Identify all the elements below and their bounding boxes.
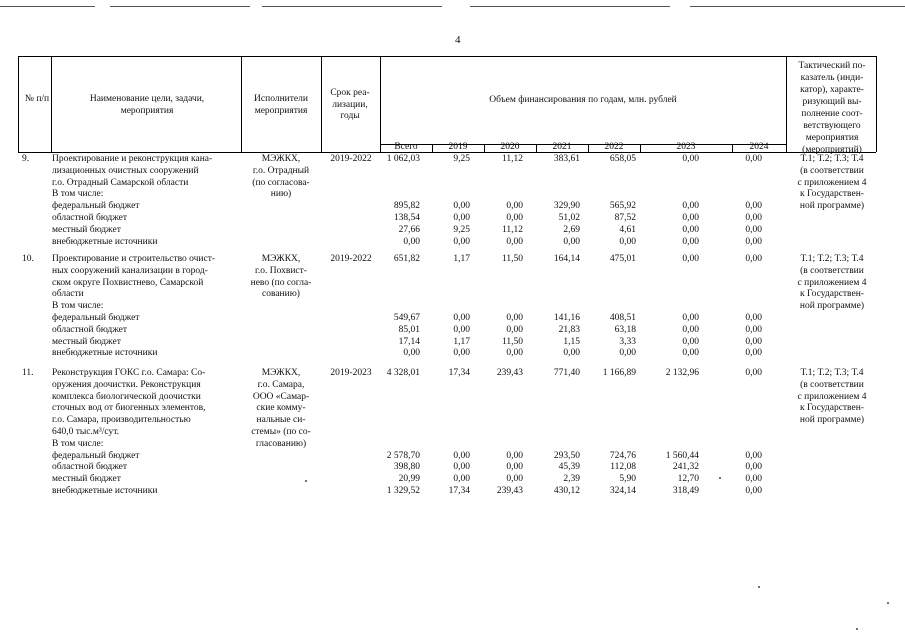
sub-row-value: 0,00 xyxy=(682,236,699,247)
row-executor-line: г.о. Отрадный xyxy=(252,165,310,176)
row-total-value: 164,14 xyxy=(553,254,580,264)
sub-row-value: 11,50 xyxy=(501,336,523,347)
sub-row-value: 408,51 xyxy=(609,313,636,323)
row-indicator-line: с приложением 4 xyxy=(797,277,867,288)
sub-row-value: 0,00 xyxy=(453,213,470,223)
scan-speck xyxy=(758,586,760,588)
top-border-fragment xyxy=(110,6,250,7)
sub-row-value: 0,00 xyxy=(506,324,523,335)
header-column-rule xyxy=(51,56,52,152)
sub-row-value: 0,00 xyxy=(506,236,523,247)
row-indicator-line: к Государствен- xyxy=(800,289,864,300)
sub-row-label: областной бюджет xyxy=(52,324,128,335)
row-indicator-line: Т.1; Т.2; Т.3; Т.4 xyxy=(800,368,864,378)
sub-row-value: 0,00 xyxy=(682,313,699,323)
sub-row-value: 141,16 xyxy=(553,313,580,323)
row-name-line: комплекса биологической доочистки xyxy=(52,391,201,402)
sub-row-value: 0,00 xyxy=(453,201,470,212)
sub-row-label: местный бюджет xyxy=(52,336,121,347)
row-indicator-line: ной программе) xyxy=(799,301,865,312)
row-total-value: 17,34 xyxy=(448,368,470,378)
sub-row-label: местный бюджет xyxy=(52,224,121,235)
header-year-cell: 2024 xyxy=(749,142,769,152)
sub-row-label: федеральный бюджет xyxy=(52,450,140,461)
row-indicator-line: Т.1; Т.2; Т.3; Т.4 xyxy=(800,254,864,264)
sub-row-value: 0,00 xyxy=(745,324,762,335)
sub-row-value: 0,00 xyxy=(619,348,636,359)
sub-row-value: 0,00 xyxy=(682,224,699,235)
row-executor-line: нево (по согла- xyxy=(250,277,312,288)
row-indicator-line: ной программе) xyxy=(799,201,865,212)
top-border-fragment xyxy=(262,6,442,7)
row-total-value: 771,40 xyxy=(553,368,580,378)
header-column-rule xyxy=(321,56,322,152)
row-indicator-line: к Государствен- xyxy=(800,189,864,200)
row-name-line: сточных вод от биогенных элементов, xyxy=(52,403,206,414)
row-number: 11. xyxy=(22,368,34,378)
row-executor-line: стемы» (по со- xyxy=(251,427,311,437)
row-name-line: г.о. Самара, производительностью xyxy=(52,415,191,426)
row-total-value: 0,00 xyxy=(745,154,762,164)
scan-speck xyxy=(887,602,889,604)
row-executor-line: гласованию) xyxy=(255,438,307,449)
sub-row-value: 0,00 xyxy=(619,236,636,247)
sub-row-value: 20,99 xyxy=(398,474,420,485)
sub-row-value: 3,33 xyxy=(619,336,636,347)
header-name: Наименование цели, задачи, мероприятия xyxy=(89,94,205,116)
top-border-fragment xyxy=(0,6,95,7)
sub-row-value: 0,00 xyxy=(506,348,523,359)
header-year-cell: 2023 xyxy=(676,142,696,152)
sub-row-value: 45,39 xyxy=(558,462,580,473)
sub-row-value: 0,00 xyxy=(453,462,470,473)
sub-row-value: 4,61 xyxy=(619,224,636,235)
sub-row-value: 0,00 xyxy=(682,324,699,335)
row-total-value: 239,43 xyxy=(496,368,523,378)
sub-row-value: 0,00 xyxy=(506,201,523,212)
sub-row-value: 329,90 xyxy=(553,201,580,212)
sub-row-value: 724,76 xyxy=(609,450,636,461)
row-executor-line: МЭЖКХ, xyxy=(261,254,301,264)
row-total-value: 383,61 xyxy=(553,154,580,164)
row-total-value: 1,17 xyxy=(453,254,470,264)
row-indicator-line: (в соответствии xyxy=(800,379,864,390)
sub-row-value: 51,02 xyxy=(558,213,580,223)
scan-speck xyxy=(305,480,307,482)
row-total-value: 1 166,89 xyxy=(602,368,636,378)
row-term: 2019-2022 xyxy=(330,154,372,164)
sub-row-label: внебюджетные источники xyxy=(52,348,158,359)
sub-row-value: 0,00 xyxy=(453,313,470,323)
sub-row-value: 1 329,52 xyxy=(386,486,420,496)
sub-row-value: 565,92 xyxy=(609,201,636,212)
sub-row-value: 27,66 xyxy=(398,224,420,235)
row-executor-line: (по согласова- xyxy=(252,177,310,188)
sub-row-value: 17,34 xyxy=(448,486,470,496)
sub-row-label: местный бюджет xyxy=(52,474,121,485)
sub-row-value: 0,00 xyxy=(506,462,523,473)
sub-row-value: 0,00 xyxy=(453,348,470,359)
row-indicator-line: к Государствен- xyxy=(800,403,864,414)
row-total-value: 475,01 xyxy=(609,254,636,264)
row-name-line: лизационных очистных сооружений xyxy=(52,165,199,176)
row-indicator-line: Т.1; Т.2; Т.3; Т.4 xyxy=(800,154,864,164)
row-name-line: В том числе: xyxy=(52,438,104,449)
sub-row-value: 138,54 xyxy=(393,213,420,223)
header-num: № п/п xyxy=(24,94,50,104)
row-name-line: 640,0 тыс.м³/сут. xyxy=(52,427,120,437)
sub-row-value: 2 578,70 xyxy=(386,450,420,461)
sub-row-value: 0,00 xyxy=(745,313,762,323)
header-column-rule xyxy=(241,56,242,152)
row-number: 9. xyxy=(22,154,30,164)
sub-row-value: 0,00 xyxy=(745,348,762,359)
row-name-line: Проектирование и реконструкция кана- xyxy=(52,154,213,164)
header-year-cell: 2019 xyxy=(448,142,468,152)
sub-row-value: 0,00 xyxy=(506,474,523,485)
sub-row-value: 0,00 xyxy=(745,462,762,473)
sub-row-value: 0,00 xyxy=(453,450,470,461)
sub-row-value: 2,69 xyxy=(563,224,580,235)
sub-row-value: 0,00 xyxy=(506,213,523,223)
sub-row-value: 0,00 xyxy=(745,224,762,235)
row-total-value: 651,82 xyxy=(393,254,420,264)
sub-row-value: 1,17 xyxy=(453,336,470,347)
sub-row-value: 11,12 xyxy=(501,224,523,235)
sub-row-value: 0,00 xyxy=(453,324,470,335)
row-executor-line: МЭЖКХ, xyxy=(261,368,301,378)
sub-row-value: 9,25 xyxy=(453,224,470,235)
row-indicator-line: с приложением 4 xyxy=(797,391,867,402)
top-border-fragment xyxy=(690,6,905,7)
row-indicator-line: (в соответствии xyxy=(800,165,864,176)
row-indicator-line: ной программе) xyxy=(799,415,865,426)
sub-row-value: 0,00 xyxy=(682,213,699,223)
row-name-line: Проектирование и строительство очист- xyxy=(52,254,216,264)
row-total-value: 4 328,01 xyxy=(386,368,420,378)
sub-row-value: 2,39 xyxy=(563,474,580,485)
sub-row-value: 0,00 xyxy=(745,336,762,347)
row-name-line: ных сооружений канализации в город- xyxy=(52,265,208,276)
sub-row-value: 0,00 xyxy=(563,348,580,359)
sub-row-value: 0,00 xyxy=(453,236,470,247)
row-total-value: 0,00 xyxy=(745,254,762,264)
header-indicator: Тактический по-казатель (инди-катор), характе-ризующий вы-полнение соот-ветствующего мероприятия (мероприятий) xyxy=(798,61,866,155)
sub-row-value: 0,00 xyxy=(745,450,762,461)
sub-row-value: 1,15 xyxy=(563,336,580,347)
sub-row-value: 0,00 xyxy=(506,450,523,461)
sub-row-value: 5,90 xyxy=(619,474,636,485)
row-term: 2019-2022 xyxy=(330,254,372,264)
sub-row-label: внебюджетные источники xyxy=(52,486,158,496)
row-name-line: В том числе: xyxy=(52,301,104,312)
sub-row-label: федеральный бюджет xyxy=(52,201,140,212)
row-total-value: 11,12 xyxy=(501,154,523,164)
sub-row-value: 324,14 xyxy=(609,486,636,496)
row-total-value: 0,00 xyxy=(682,254,699,264)
scan-speck xyxy=(719,477,721,479)
sub-row-label: областной бюджет xyxy=(52,462,128,473)
header-funding: Объем финансирования по годам, млн. рублей xyxy=(489,95,677,105)
row-total-value: 0,00 xyxy=(745,368,762,378)
row-total-value: 9,25 xyxy=(453,154,470,164)
sub-row-value: 0,00 xyxy=(745,213,762,223)
sub-row-value: 239,43 xyxy=(496,486,523,496)
row-name-line: В том числе: xyxy=(52,189,104,200)
row-executor-line: нальные си- xyxy=(256,415,306,426)
row-executor-line: ООО «Самар- xyxy=(252,391,310,402)
sub-row-value: 85,01 xyxy=(398,324,420,335)
sub-row-value: 1 560,44 xyxy=(665,450,699,461)
header-year-cell: 2020 xyxy=(500,142,520,152)
sub-row-value: 0,00 xyxy=(506,313,523,323)
sub-row-value: 318,49 xyxy=(672,486,699,496)
row-total-value: 2 132,96 xyxy=(665,368,699,378)
header-executors: Исполнители мероприятия xyxy=(254,94,308,116)
header-column-rule xyxy=(18,56,19,152)
row-total-value: 11,50 xyxy=(501,254,523,264)
sub-row-value: 0,00 xyxy=(745,474,762,485)
header-year-cell: 2021 xyxy=(552,142,572,152)
header-year-cell: 2022 xyxy=(604,142,624,152)
sub-row-value: 0,00 xyxy=(403,348,420,359)
sub-row-value: 0,00 xyxy=(403,236,420,247)
sub-row-value: 63,18 xyxy=(614,324,636,335)
sub-row-value: 12,70 xyxy=(677,474,699,485)
sub-row-label: областной бюджет xyxy=(52,213,128,223)
row-indicator-line: (в соответствии xyxy=(800,265,864,276)
sub-row-value: 17,14 xyxy=(398,336,420,347)
row-executor-line: г.о. Похвист- xyxy=(255,265,307,276)
sub-row-value: 0,00 xyxy=(745,486,762,496)
sub-row-value: 0,00 xyxy=(563,236,580,247)
header-term: Срок реа-лизации, годы xyxy=(330,88,370,121)
page-number: 4 xyxy=(455,34,461,46)
sub-row-value: 0,00 xyxy=(453,474,470,485)
sub-row-value: 398,80 xyxy=(393,462,420,473)
row-executor-line: ские комму- xyxy=(256,403,306,414)
row-term: 2019-2023 xyxy=(330,368,372,378)
sub-row-value: 241,32 xyxy=(672,462,699,473)
sub-row-value: 430,12 xyxy=(553,486,580,496)
sub-row-value: 87,52 xyxy=(614,213,636,223)
sub-row-label: федеральный бюджет xyxy=(52,313,140,323)
sub-row-value: 0,00 xyxy=(682,201,699,212)
sub-row-value: 0,00 xyxy=(745,236,762,247)
sub-row-value: 21,83 xyxy=(558,324,580,335)
header-year-cell: Всего xyxy=(394,142,418,152)
row-indicator-line: с приложением 4 xyxy=(797,177,867,188)
sub-row-value: 112,08 xyxy=(610,462,636,473)
row-name-line: г.о. Отрадный Самарской области xyxy=(52,177,189,188)
sub-row-value: 0,00 xyxy=(745,201,762,212)
row-name-line: ском округе Похвистнево, Самарской xyxy=(52,277,204,288)
table-top-rule xyxy=(18,56,876,57)
row-total-value: 0,00 xyxy=(682,154,699,164)
row-name-line: оружения доочистки. Реконструкция xyxy=(52,379,201,390)
row-executor-line: МЭЖКХ, xyxy=(261,154,301,164)
sub-row-value: 895,82 xyxy=(393,201,420,212)
scan-speck xyxy=(856,628,858,630)
sub-row-value: 0,00 xyxy=(682,348,699,359)
row-executor-line: г.о. Самара, xyxy=(257,379,305,390)
top-border-fragment xyxy=(470,6,670,7)
sub-row-value: 549,67 xyxy=(393,313,420,323)
row-name-line: области xyxy=(52,289,84,300)
row-name-line: Реконструкция ГОКС г.о. Самара: Со- xyxy=(52,368,206,378)
row-executor-line: нию) xyxy=(270,189,292,200)
sub-row-value: 293,50 xyxy=(553,450,580,461)
row-total-value: 1 062,03 xyxy=(386,154,420,164)
sub-row-value: 0,00 xyxy=(682,336,699,347)
row-total-value: 658,05 xyxy=(609,154,636,164)
row-number: 10. xyxy=(22,254,34,264)
row-executor-line: сованию) xyxy=(262,289,300,300)
sub-row-label: внебюджетные источники xyxy=(52,236,158,247)
